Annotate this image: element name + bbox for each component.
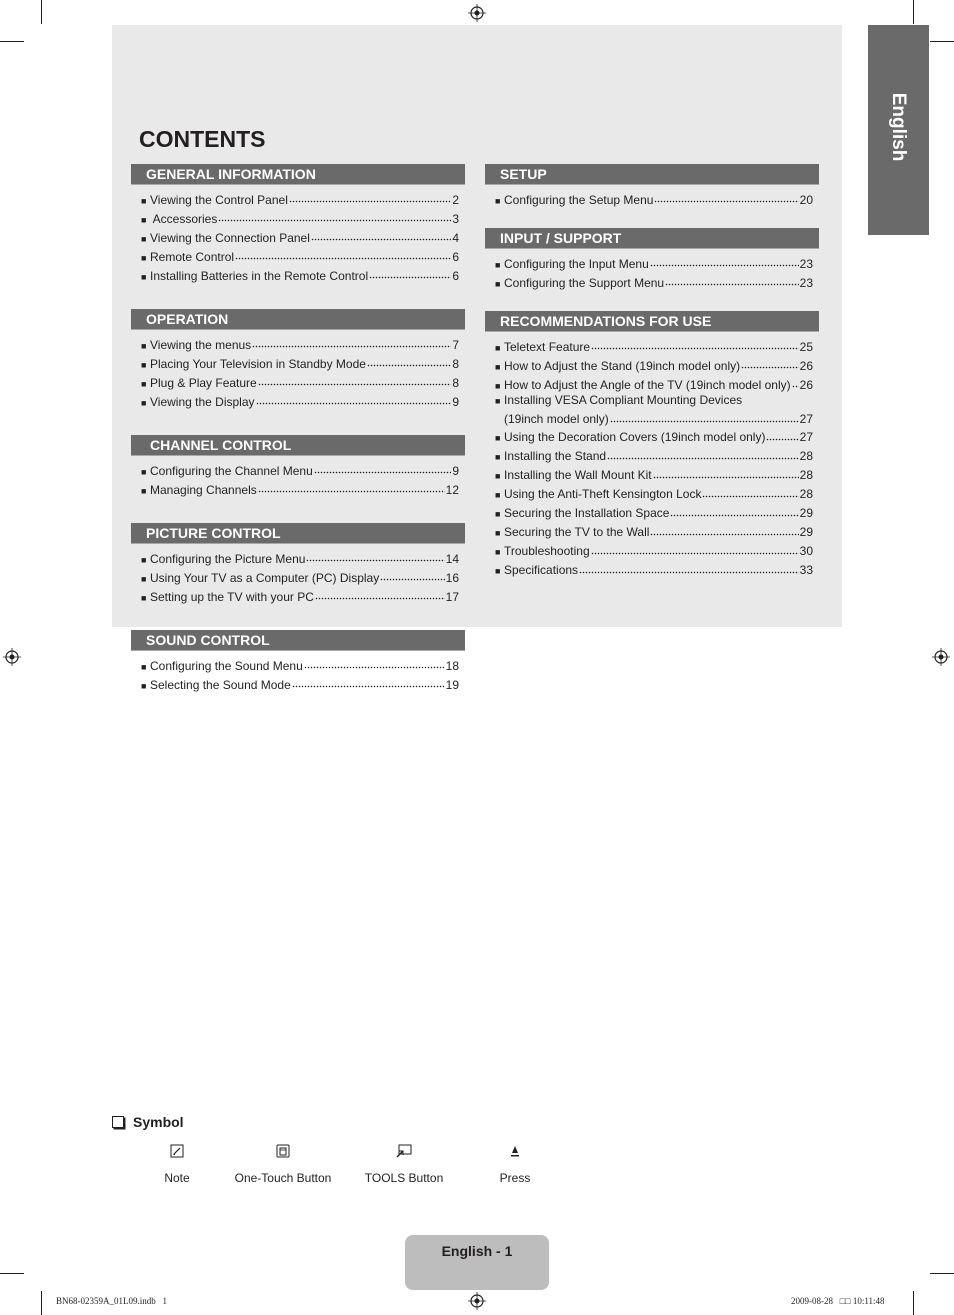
- toc-page-number: 26: [799, 358, 813, 373]
- toc-item: [495, 355, 813, 374]
- bullet-square-icon: ■: [495, 259, 501, 270]
- toc-item-text: Configuring the Input Menu: [504, 256, 649, 271]
- crop-mark: [0, 41, 24, 42]
- toc-item: [495, 336, 813, 355]
- toc-item-text: Viewing the Control Panel: [150, 192, 288, 207]
- toc-page-number: 29: [799, 525, 813, 539]
- toc-item: [141, 265, 459, 284]
- bullet-square-icon: ■: [141, 340, 147, 351]
- toc-item-text: (19inch model only): [504, 412, 609, 426]
- toc-item: [495, 560, 813, 579]
- toc-item: [141, 567, 459, 586]
- toc-item-text: Setting up the TV with your PC: [150, 589, 314, 604]
- toc-section: [485, 311, 819, 579]
- toc-page-number: 20: [799, 192, 813, 207]
- toc-page-number: 30: [799, 544, 813, 558]
- bullet-square-icon: ■: [141, 233, 147, 244]
- bullet-square-icon: ■: [495, 342, 501, 353]
- toc-page-number: 23: [799, 256, 813, 271]
- toc-section: [485, 164, 819, 208]
- toc-page-number: 12: [445, 482, 459, 497]
- toc-section-header: RECOMMENDATIONS FOR USE: [485, 311, 819, 332]
- toc-item-text: Placing Your Television in Standby Mode: [150, 356, 366, 371]
- dot-leader: [311, 227, 451, 242]
- bullet-square-icon: ■: [495, 509, 501, 519]
- bullet-square-icon: ■: [495, 452, 501, 462]
- dot-leader: [650, 522, 798, 537]
- bullet-square-icon: ■: [495, 471, 501, 481]
- toc-section: [131, 309, 465, 410]
- toc-item-text: Configuring the Picture Menu: [150, 551, 306, 566]
- toc-item-text: Remote Control: [150, 249, 235, 264]
- toc-item-text: Installing Batteries in the Remote Control: [150, 268, 369, 283]
- bullet-square-icon: ■: [495, 547, 501, 557]
- toc-item-list: [131, 334, 465, 410]
- registration-mark-icon: [932, 648, 950, 666]
- dot-leader: [306, 548, 444, 563]
- toc-item: [495, 189, 813, 208]
- dot-leader: [665, 272, 799, 287]
- dot-leader: [792, 374, 799, 389]
- crop-mark: [41, 1291, 42, 1315]
- bullet-square-icon: ■: [141, 214, 147, 225]
- symbol-one-touch: [223, 1141, 343, 1186]
- bullet-square-icon: ■: [141, 359, 147, 370]
- toc-item: [141, 334, 459, 353]
- toc-item: [141, 246, 459, 265]
- one-touch-button-icon: [276, 1144, 290, 1158]
- bullet-square-icon: ■: [141, 252, 147, 263]
- toc-page-number: 3: [452, 211, 459, 226]
- bullet-square-icon: ■: [495, 566, 501, 576]
- bullet-square-icon: ■: [141, 573, 147, 584]
- toc-item-text: Configuring the Support Menu: [504, 275, 665, 290]
- toc-page-number: 29: [799, 506, 813, 520]
- toc-page-number: 4: [452, 230, 459, 245]
- toc-section-header: GENERAL INFORMATION: [131, 164, 465, 185]
- dot-leader: [218, 208, 451, 223]
- dot-leader: [741, 355, 799, 370]
- dot-leader: [235, 246, 451, 261]
- dot-leader: [369, 265, 451, 280]
- dot-leader: [258, 372, 452, 387]
- page-number-tab: [405, 1235, 549, 1290]
- symbol-label: One-Touch Button: [234, 1171, 332, 1185]
- toc-item-text: Troubleshooting: [504, 544, 590, 558]
- toc-item-text: Installing the Wall Mount Kit: [504, 468, 652, 482]
- bullet-square-icon: ■: [495, 361, 501, 372]
- bullet-square-icon: ■: [141, 466, 147, 477]
- bullet-square-icon: ■: [495, 195, 501, 206]
- bullet-square-icon: ■: [495, 490, 501, 500]
- toc-item-text: Using Your TV as a Computer (PC) Display: [150, 570, 380, 585]
- toc-item-continuation: [495, 409, 813, 427]
- toc-item-list: [485, 336, 819, 579]
- dot-leader: [292, 674, 445, 689]
- toc-item-text: Managing Channels: [150, 482, 257, 497]
- toc-item-list: [131, 189, 465, 284]
- print-file-info: BN68-02359A_01L09.indb 1: [56, 1296, 167, 1306]
- toc-item: [495, 465, 813, 484]
- toc-item-text: Viewing the Display: [150, 394, 255, 409]
- toc-item: [495, 272, 813, 291]
- toc-item: [141, 548, 459, 567]
- toc-item-text: Installing the Stand: [504, 449, 607, 463]
- toc-item: [141, 586, 459, 605]
- toc-page-number: 8: [452, 375, 459, 390]
- bullet-square-icon: ■: [495, 278, 501, 289]
- toc-item: [141, 674, 459, 693]
- bullet-square-icon: ■: [141, 378, 147, 389]
- toc-page-number: 16: [445, 570, 459, 585]
- toc-item: [141, 479, 459, 498]
- toc-item-text: Securing the TV to the Wall: [504, 525, 650, 539]
- toc-section-header: PICTURE CONTROL: [131, 523, 465, 544]
- page-number-label: English - 1: [441, 1243, 513, 1259]
- toc-page-number: 27: [799, 412, 813, 426]
- toc-item: [141, 227, 459, 246]
- bullet-square-icon: ■: [495, 528, 501, 538]
- toc-item-text: Using the Decoration Covers (19inch model only): [504, 430, 766, 444]
- dot-leader: [315, 586, 445, 601]
- toc-section-header: SOUND CONTROL: [131, 630, 465, 651]
- toc-page-number: 26: [799, 377, 813, 392]
- bullet-square-icon: ■: [141, 592, 147, 603]
- toc-item: [141, 189, 459, 208]
- registration-mark-icon: [468, 4, 486, 22]
- toc-item-text: Installing VESA Compliant Mounting Devices: [504, 393, 743, 407]
- dot-leader: [591, 541, 799, 556]
- toc-item-text: Plug & Play Feature: [150, 375, 257, 390]
- toc-page-number: 19: [445, 677, 459, 692]
- dot-leader: [702, 484, 798, 499]
- contents-title: CONTENTS: [139, 126, 266, 152]
- dot-leader: [289, 189, 451, 204]
- toc-item: [141, 353, 459, 372]
- note-icon: [170, 1144, 184, 1158]
- tools-button-icon: [396, 1144, 412, 1158]
- toc-page-number: 9: [452, 463, 459, 478]
- toc-item-text: Securing the Installation Space: [504, 506, 670, 520]
- print-timestamp: 2009-08-28 □□ 10:11:48: [791, 1296, 885, 1306]
- symbol-label: Note: [164, 1171, 190, 1185]
- toc-section: [131, 435, 465, 498]
- toc-item: [141, 655, 459, 674]
- toc-item-text: Configuring the Setup Menu: [504, 192, 654, 207]
- toc-item: [141, 460, 459, 479]
- bullet-square-icon: ■: [141, 661, 147, 672]
- toc-item-list: [131, 655, 465, 693]
- toc-page-number: 28: [799, 487, 813, 501]
- dot-leader: [653, 465, 799, 480]
- contents-column-left: [131, 164, 465, 718]
- toc-item-list: [485, 253, 819, 291]
- dot-leader: [314, 460, 452, 475]
- symbol-label: TOOLS Button: [364, 1171, 444, 1185]
- dot-leader: [670, 503, 798, 518]
- toc-item-text: Selecting the Sound Mode: [150, 677, 291, 692]
- crop-mark: [930, 1273, 954, 1274]
- dot-leader: [367, 353, 451, 368]
- toc-item: [495, 427, 813, 446]
- toc-page-number: 8: [452, 356, 459, 371]
- toc-section: [485, 228, 819, 291]
- toc-item: [495, 522, 813, 541]
- crop-mark: [913, 1291, 914, 1315]
- dot-leader: [252, 334, 451, 349]
- toc-page-number: 27: [799, 430, 813, 444]
- toc-item-list: [131, 548, 465, 605]
- checkbox-square-icon: [112, 1116, 124, 1128]
- toc-page-number: 25: [799, 339, 813, 354]
- dot-leader: [650, 253, 799, 268]
- language-tab-label: English: [888, 92, 909, 162]
- bullet-square-icon: ■: [141, 271, 147, 282]
- crop-mark: [41, 0, 42, 24]
- toc-item: [495, 484, 813, 503]
- bullet-square-icon: ■: [495, 380, 501, 391]
- toc-item: [495, 446, 813, 465]
- dot-leader: [304, 655, 445, 670]
- toc-page-number: 33: [799, 563, 813, 577]
- toc-section-header: OPERATION: [131, 309, 465, 330]
- toc-item: [495, 503, 813, 522]
- dot-leader: [654, 189, 798, 204]
- bullet-square-icon: ■: [495, 433, 501, 443]
- toc-item-text: How to Adjust the Angle of the TV (19inch model only): [504, 377, 791, 392]
- toc-section-header: INPUT / SUPPORT: [485, 228, 819, 249]
- bullet-square-icon: ■: [141, 485, 147, 496]
- toc-page-number: 6: [452, 268, 459, 283]
- toc-page-number: 18: [445, 658, 459, 673]
- toc-item-text: Viewing the Connection Panel: [150, 230, 310, 245]
- dot-leader: [380, 567, 444, 582]
- contents-column-right: [485, 164, 819, 599]
- crop-mark: [930, 41, 954, 42]
- toc-section: [131, 630, 465, 693]
- bullet-square-icon: ■: [141, 554, 147, 565]
- symbol-tools: [344, 1141, 464, 1186]
- toc-item-text: Specifications: [504, 563, 579, 577]
- registration-mark-icon: [3, 648, 21, 666]
- toc-page-number: 2: [452, 192, 459, 207]
- toc-section-header: SETUP: [485, 164, 819, 185]
- dot-leader: [607, 446, 799, 461]
- toc-page-number: 23: [799, 275, 813, 290]
- toc-item: [495, 253, 813, 272]
- toc-item-list: [485, 189, 819, 208]
- toc-item: [495, 393, 813, 409]
- toc-item-text: Teletext Feature: [504, 339, 591, 354]
- toc-page-number: 28: [799, 449, 813, 463]
- bullet-square-icon: ■: [495, 396, 501, 406]
- toc-page-number: 17: [445, 589, 459, 604]
- symbol-press: [455, 1141, 575, 1186]
- toc-item-text: Configuring the Channel Menu: [150, 463, 313, 478]
- dot-leader: [256, 391, 452, 406]
- toc-item-text: How to Adjust the Stand (19inch model only): [504, 358, 741, 373]
- press-icon: [509, 1143, 521, 1159]
- toc-item: [141, 372, 459, 391]
- dot-leader: [766, 427, 798, 442]
- toc-page-number: 7: [452, 337, 459, 352]
- toc-item: [141, 208, 459, 227]
- toc-item-text: Using the Anti-Theft Kensington Lock: [504, 487, 702, 501]
- crop-mark: [913, 0, 914, 24]
- toc-page-number: 28: [799, 468, 813, 482]
- symbol-title: Symbol: [133, 1114, 184, 1130]
- toc-item: [141, 391, 459, 410]
- toc-item-text: Viewing the menus: [150, 337, 252, 352]
- bullet-square-icon: ■: [141, 195, 147, 206]
- dot-leader: [610, 409, 799, 424]
- toc-item: [495, 541, 813, 560]
- toc-item: [495, 374, 813, 393]
- toc-page-number: 14: [445, 551, 459, 566]
- toc-item-text: Configuring the Sound Menu: [150, 658, 303, 673]
- toc-section: [131, 164, 465, 284]
- toc-page-number: 6: [452, 249, 459, 264]
- symbol-label: Press: [499, 1171, 531, 1185]
- toc-item-list: [131, 460, 465, 498]
- symbol-note: [117, 1141, 237, 1186]
- symbol-heading: [112, 1113, 184, 1131]
- registration-mark-icon: [468, 1292, 486, 1310]
- dot-leader: [579, 560, 799, 575]
- toc-section-header: CHANNEL CONTROL: [131, 435, 465, 456]
- bullet-square-icon: ■: [141, 397, 147, 408]
- dot-leader: [591, 336, 799, 351]
- crop-mark: [0, 1273, 24, 1274]
- toc-section: [131, 523, 465, 605]
- dot-leader: [258, 479, 445, 494]
- bullet-square-icon: ■: [141, 680, 147, 691]
- toc-page-number: 9: [452, 394, 459, 409]
- toc-item-text: Accessories: [150, 211, 218, 226]
